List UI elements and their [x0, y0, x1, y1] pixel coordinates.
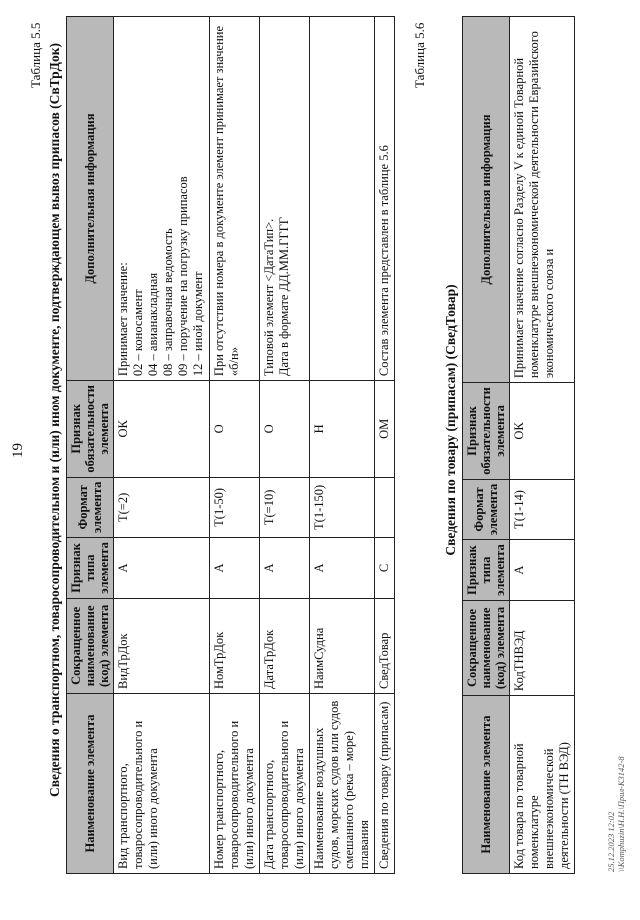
cell-req: ОК [114, 381, 210, 478]
column-header: Формат элемента [67, 477, 114, 538]
cell-type: А [260, 538, 310, 599]
column-header: Признак типа элемента [463, 540, 510, 601]
cell-format: Т(=2) [114, 477, 210, 538]
cell-type: А [310, 538, 375, 599]
cell-code: НомТрДок [210, 598, 260, 693]
cell-type: С [375, 538, 395, 599]
column-header: Признак обязательности элемента [67, 381, 114, 478]
table-row [260, 17, 310, 874]
table-row [375, 17, 395, 874]
cell-req: О [210, 381, 260, 478]
info-line: Типовой элемент <ДатаТип>. [262, 218, 276, 377]
cell-info [310, 17, 375, 381]
page-number: 19 [10, 443, 26, 458]
cell-code: ВидТрДок [114, 598, 210, 693]
cell-name: Код товара по товарной номенклатуре внешнеэкономической деятельности (ТН ВЭД) [510, 696, 575, 874]
column-header: Сокращенное наименование (код) элемента [67, 598, 114, 693]
info-line: 12 – иной документ [191, 271, 205, 377]
column-header: Наименование элемента [67, 694, 114, 874]
table-5-5-caption: Таблица 5.5 [28, 22, 43, 88]
table-header-row [67, 17, 114, 874]
cell-code: НаимСудна [310, 598, 375, 693]
table-row [310, 17, 375, 874]
cell-code: СведТовар [375, 598, 395, 693]
table-5-6-caption: Таблица 5.6 [412, 22, 427, 88]
table-row [510, 17, 575, 874]
info-line: 09 – поручение на погрузку припасов [176, 176, 190, 377]
info-line: Принимает значение: [116, 262, 130, 377]
cell-name: Дата транспортного, товаросопроводительного и (или) иного документа [260, 694, 310, 874]
table-5-5-title: Сведения о транспортном, товаросопроводительном и (или) ином документе, подтверждающем вывоз припасов (СвТрДок) [47, 43, 62, 797]
cell-info [510, 17, 575, 383]
print-stamp [606, 756, 626, 872]
cell-name: Номер транспортного, товаросопроводительного и (или) иного документа [210, 694, 260, 874]
info-line: 04 – авианакладная [146, 272, 160, 377]
cell-name: Сведения по товару (припасам) [375, 694, 395, 874]
cell-info [375, 17, 395, 381]
cell-req: ОМ [375, 381, 395, 478]
info-line: Принимает значение согласно Разделу V к единой Товарной номенклатуре внешнеэкономической деятельности Евразийского экономического союза и [512, 31, 556, 379]
cell-format: Т(1-150) [310, 477, 375, 538]
cell-info [260, 17, 310, 381]
table-5-6-title: Сведения по товару (припасам) (СведТовар) [443, 284, 458, 556]
column-header: Признак обязательности элемента [463, 383, 510, 480]
column-header: Дополнительная информация [67, 17, 114, 381]
cell-name: Вид транспортного, товаросопроводительного и (или) иного документа [114, 694, 210, 874]
table-5-5 [66, 16, 395, 874]
cell-format: Т(1-14) [510, 479, 575, 540]
cell-format [375, 477, 395, 538]
cell-type: А [114, 538, 210, 599]
column-header: Формат элемента [463, 479, 510, 540]
cell-type: А [210, 538, 260, 599]
cell-format: Т(1-50) [210, 477, 260, 538]
cell-info [114, 17, 210, 381]
column-header: Наименование элемента [463, 696, 510, 874]
cell-name: Наименование воздушных судов, морских судов или судов смешанного (река – море) плавания [310, 694, 375, 874]
table-row [210, 17, 260, 874]
cell-req: ОК [510, 383, 575, 480]
stamp-path: \\Komphuzin\Н.Н.\Прил-К3142-8 [616, 756, 626, 872]
cell-code: КодТНВЭД [510, 600, 575, 695]
cell-format: Т(=10) [260, 477, 310, 538]
cell-req: О [260, 381, 310, 478]
cell-code: ДатаТрДок [260, 598, 310, 693]
info-line: При отсутствии номера в документе элемент принимает значение «б/н» [212, 26, 241, 377]
cell-req: Н [310, 381, 375, 478]
stamp-date: 25.12.2023 12:02 [606, 811, 616, 872]
column-header: Дополнительная информация [463, 17, 510, 383]
info-line: 08 – заправочная ведомость [161, 228, 175, 377]
column-header: Признак типа элемента [67, 538, 114, 599]
table-5-6 [462, 16, 575, 874]
cell-info [210, 17, 260, 381]
info-line: Состав элемента представлен в таблице 5.6 [377, 145, 391, 377]
table-header-row [463, 17, 510, 874]
cell-type: А [510, 540, 575, 601]
table-row [114, 17, 210, 874]
info-line: 02 – коносамент [131, 289, 145, 377]
column-header: Сокращенное наименование (код) элемента [463, 600, 510, 695]
info-line: Дата в формате ДД.ММ.ГГГГ [277, 216, 291, 377]
